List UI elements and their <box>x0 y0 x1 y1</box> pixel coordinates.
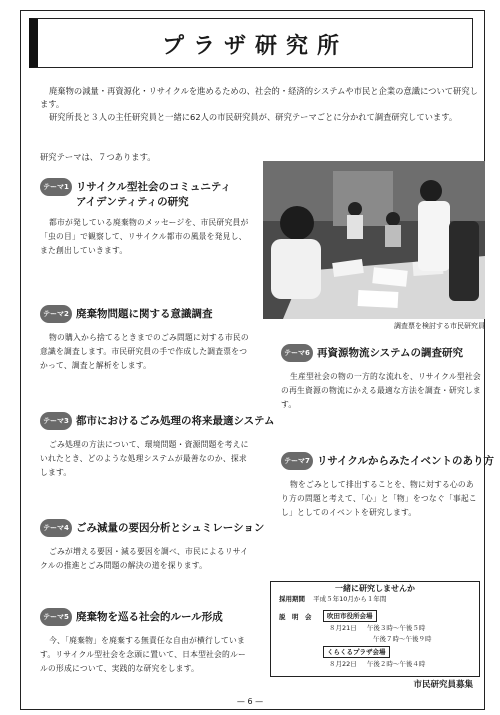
venue-2-schedule <box>329 659 425 668</box>
theme-2 <box>40 305 250 373</box>
theme-title: 廃棄物を巡る社会的ルール形成 <box>76 611 223 623</box>
theme-title: ごみ減量の要因分析とシュミレーション <box>76 522 265 534</box>
period-value: 平成５年10月から１年間 <box>313 595 387 603</box>
theme-badge: テーマ5 <box>40 608 72 626</box>
recruit-heading-text: 一緒に研究しませんか <box>331 584 419 593</box>
theme-body <box>40 216 250 258</box>
theme-3 <box>40 412 275 480</box>
intro-paragraph-2: 研究所長と３人の主任研究員と一緒に62人の市民研究員が、研究テーマごとに分かれて調査研究しています。 <box>49 112 458 122</box>
theme-7 <box>281 452 495 520</box>
theme-body-text: 今、「廃棄物」を廃棄する無責任な自由が横行しています。リサイクル型社会を念頭に置いて、日本型社会的ルールの形成について、実践的な研究をします。 <box>40 636 247 673</box>
recruit-heading <box>271 576 479 595</box>
theme-title <box>76 180 231 210</box>
theme-body <box>40 634 250 676</box>
page-number: — 6 — <box>236 697 264 706</box>
intro-paragraph-1: 廃棄物の減量・再資源化・リサイクルを進めるための、社会的・経済的システムや市民と企業の意識について研究します。 <box>40 86 478 109</box>
photo-researchers <box>263 161 485 319</box>
theme-1 <box>40 178 250 258</box>
theme-body-text: 都市が発している廃棄物のメッセージを、市民研究員が「虫の目」で観察して、リサイクル都市の風景を発見し、また創出していきます。 <box>40 218 249 255</box>
venue-1-time-1: 午後３時〜午後５時 <box>366 624 426 632</box>
theme-body <box>40 438 250 480</box>
theme-badge: テーマ4 <box>40 519 72 537</box>
theme-title: 都市におけるごみ処理の将来最適システム <box>76 415 275 427</box>
theme-badge: テーマ1 <box>40 178 72 196</box>
theme-title: 廃棄物問題に関する意識調査 <box>76 308 213 320</box>
period-label: 採用期間 <box>279 595 305 603</box>
recruit-period <box>279 594 386 603</box>
theme-badge: テーマ3 <box>40 412 72 430</box>
venue-1-schedule <box>329 623 425 632</box>
theme-body-text: 生産型社会の物の一方的な流れを、リサイクル型社会の再生資源の物流にかえる最適な方法を調査・研究します。 <box>281 372 481 409</box>
theme-body <box>281 370 481 412</box>
theme-body-text: ごみが増える要因・減る要因を調べ、市民によるリサイクルの推進とごみ問題の解決の道を探ります。 <box>40 547 249 570</box>
recruit-footer: 市民研究員募集 <box>413 680 473 690</box>
theme-body-text: 物の購入から捨てるときまでのごみ問題に対する市民の意識を調査します。市民研究員の手で作成した調査票をつかって、調査と解析をします。 <box>40 333 249 370</box>
theme-body <box>40 331 250 373</box>
venue-2-time: 午後２時〜午後４時 <box>366 660 426 668</box>
venue-1-time-2: 午後７時〜午後９時 <box>373 635 432 643</box>
theme-6 <box>281 344 481 412</box>
venue-1: 吹田市役所会場 <box>323 610 377 622</box>
theme-5 <box>40 608 250 676</box>
title-box <box>29 18 473 68</box>
theme-title: 再資源物流システムの調査研究 <box>317 347 463 359</box>
theme-body-text: ごみ処理の方法について、環境問題・資源問題を考えにいれたとき、どのような処理システムが最善なのか、探求します。 <box>40 440 249 477</box>
venue-2-date: ８月22日 <box>329 660 357 668</box>
theme-body <box>281 478 481 520</box>
theme-body-text: 物をごみとして排出することを、物に対する心のあり方の問題と考えて、「心」と「物」をつなぐ「事起こし」としてのイベントを研究します。 <box>281 480 477 517</box>
venue-2: くらくるプラザ会場 <box>323 646 390 658</box>
theme-title: リサイクルからみたイベントのあり方 <box>317 455 495 467</box>
theme-4 <box>40 519 265 573</box>
theme-title-line: リサイクル型社会のコミュニティ <box>76 181 231 193</box>
page-title: プラザ研究所 <box>161 34 348 59</box>
themes-count: 研究テーマは、７つあります。 <box>40 152 156 162</box>
theme-badge: テーマ6 <box>281 344 313 362</box>
theme-badge: テーマ7 <box>281 452 313 470</box>
photo-caption: 調査票を検討する市民研究員 <box>394 322 485 330</box>
theme-title-line: アイデンティティの研究 <box>76 196 189 208</box>
intro <box>40 85 480 124</box>
venue-1-date: ８月21日 <box>329 624 357 632</box>
briefing-label: 説 明 会 <box>279 613 312 621</box>
recruit-box <box>270 581 480 690</box>
theme-badge: テーマ2 <box>40 305 72 323</box>
theme-body <box>40 545 250 573</box>
